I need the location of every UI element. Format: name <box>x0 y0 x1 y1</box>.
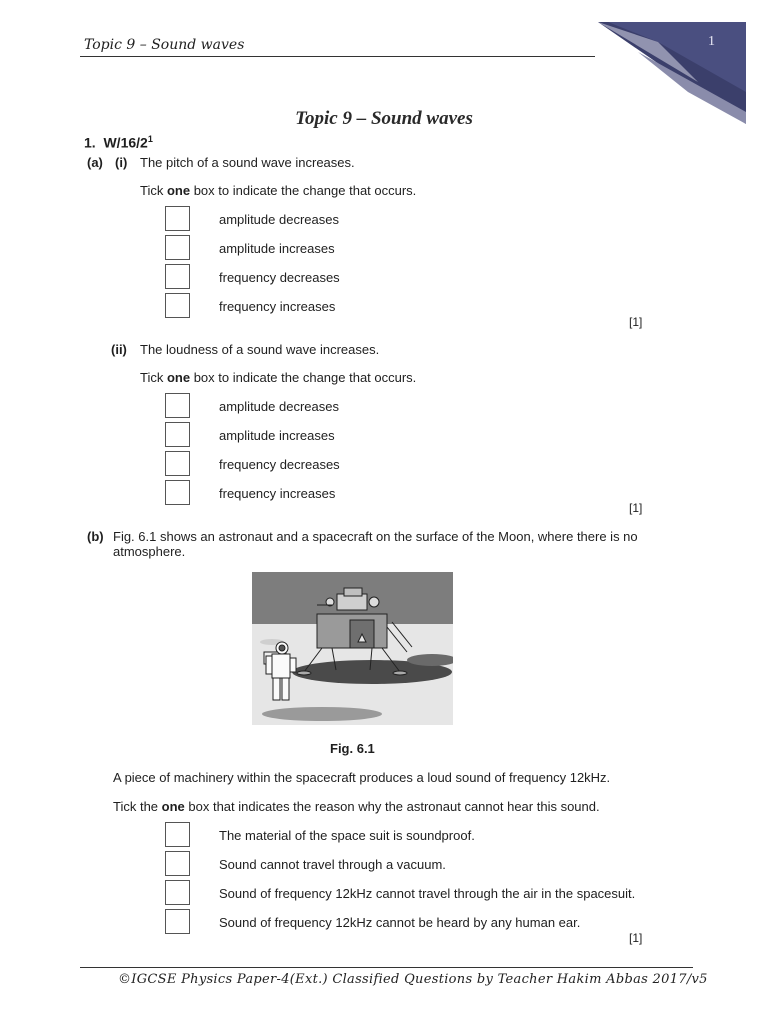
instr-bold: one <box>166 370 191 385</box>
question-number <box>84 134 153 151</box>
instr-bold: one <box>166 183 191 198</box>
part-a-ii-label: (ii) <box>111 342 127 357</box>
option-a-ii-4: frequency increases <box>219 486 336 501</box>
option-a-i-4: frequency increases <box>219 299 336 314</box>
option-a-i-2: amplitude increases <box>219 241 335 256</box>
checkbox-a-ii-1[interactable] <box>165 393 190 418</box>
part-a-i-instruction <box>140 183 416 199</box>
page-number: 1 <box>708 34 715 49</box>
part-b-instruction <box>113 799 600 815</box>
checkbox-a-i-4[interactable] <box>165 293 190 318</box>
instr-text-2: box that indicates the reason why the astronaut cannot hear this sound. <box>184 799 600 814</box>
option-a-ii-3: frequency decreases <box>219 457 340 472</box>
part-a-label: (a) <box>87 155 103 170</box>
part-a-i-label: (i) <box>115 155 128 170</box>
option-b-3: Sound of frequency 12kHz cannot travel through the air in the spacesuit. <box>219 886 636 901</box>
checkbox-b-1[interactable] <box>165 822 190 847</box>
option-b-1: The material of the space suit is soundproof. <box>219 828 475 843</box>
marks-a-i: [1] <box>629 315 643 329</box>
instr-text-2: box to indicate the change that occurs. <box>190 370 417 385</box>
part-b-stem-line1: Fig. 6.1 shows an astronaut and a spacecraft on the surface of the Moon, where there is no <box>113 529 638 544</box>
part-a-ii-stem: The loudness of a sound wave increases. <box>140 342 380 357</box>
header-rule <box>80 56 595 57</box>
option-a-i-3: frequency decreases <box>219 270 340 285</box>
marks-b: [1] <box>629 931 643 945</box>
instr-bold: one <box>161 799 185 814</box>
option-b-2: Sound cannot travel through a vacuum. <box>219 857 446 872</box>
checkbox-b-3[interactable] <box>165 880 190 905</box>
footer-rule <box>80 967 693 968</box>
part-a-ii-instruction <box>140 370 416 386</box>
checkbox-b-4[interactable] <box>165 909 190 934</box>
marks-a-ii: [1] <box>629 501 643 515</box>
checkbox-a-ii-3[interactable] <box>165 451 190 476</box>
checkbox-a-ii-2[interactable] <box>165 422 190 447</box>
footer-text: ©IGCSE Physics Paper-4(Ext.) Classified Questions by Teacher Hakim Abbas 2017/v5 <box>118 972 708 987</box>
option-b-4: Sound of frequency 12kHz cannot be heard by any human ear. <box>219 915 581 930</box>
figure-caption: Fig. 6.1 <box>330 741 375 756</box>
page-title: Topic 9 – Sound waves <box>295 108 473 129</box>
part-b-paragraph: A piece of machinery within the spacecraft produces a loud sound of frequency 12kHz. <box>113 770 611 785</box>
question-reference: W/16/2 <box>103 134 148 151</box>
question-reference-sup: 1 <box>147 134 153 144</box>
instr-text-1: Tick the <box>113 799 162 814</box>
instr-text-1: Tick <box>140 183 167 198</box>
option-a-ii-1: amplitude decreases <box>219 399 339 414</box>
part-b-stem-line2: atmosphere. <box>113 544 186 559</box>
part-a-i-stem: The pitch of a sound wave increases. <box>140 155 355 170</box>
option-a-ii-2: amplitude increases <box>219 428 335 443</box>
checkbox-a-i-2[interactable] <box>165 235 190 260</box>
checkbox-a-ii-4[interactable] <box>165 480 190 505</box>
moon-landing-figure <box>252 572 453 725</box>
question-index: 1. <box>84 134 96 151</box>
running-header-title: Topic 9 – Sound waves <box>84 37 245 53</box>
part-b-label: (b) <box>87 529 104 544</box>
checkbox-b-2[interactable] <box>165 851 190 876</box>
option-a-i-1: amplitude decreases <box>219 212 339 227</box>
instr-text-1: Tick <box>140 370 167 385</box>
checkbox-a-i-3[interactable] <box>165 264 190 289</box>
checkbox-a-i-1[interactable] <box>165 206 190 231</box>
instr-text-2: box to indicate the change that occurs. <box>190 183 417 198</box>
